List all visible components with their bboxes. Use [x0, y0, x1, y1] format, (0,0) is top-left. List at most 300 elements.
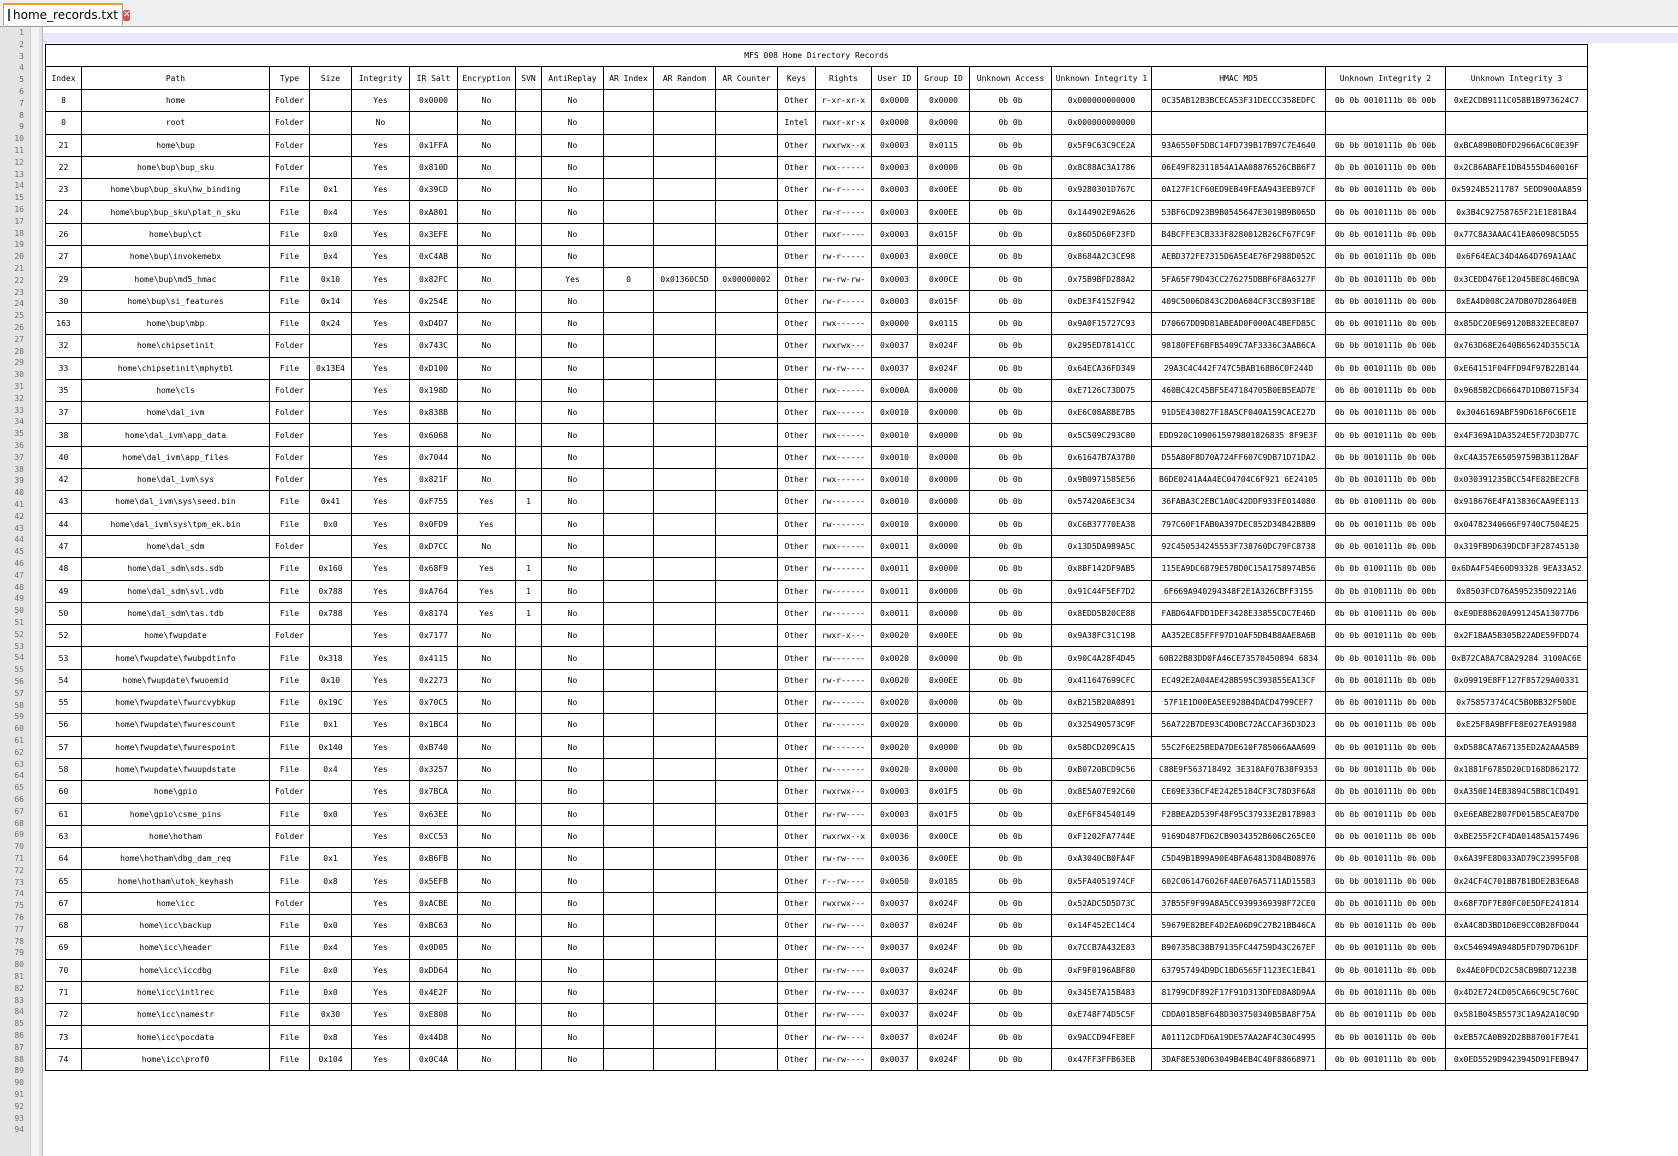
table-row — [46, 959, 1588, 981]
column-header: Unknown Integrity 3 — [1446, 67, 1588, 90]
line-number-gutter — [0, 27, 43, 1156]
table-cell: File — [270, 312, 310, 334]
table-cell: 0x44D8 — [410, 1026, 458, 1048]
table-cell: 0b 0b — [970, 491, 1052, 513]
table-cell — [516, 758, 542, 780]
table-cell: 0x39CD — [410, 179, 458, 201]
table-cell — [516, 246, 542, 268]
table-cell: 0x0010 — [872, 402, 918, 424]
table-row — [46, 134, 1588, 156]
table-cell: 0x024F — [918, 1004, 970, 1026]
line-number: 6 — [19, 87, 24, 96]
table-cell: 0x24 — [310, 312, 352, 334]
table-cell: Yes — [352, 357, 410, 379]
table-row — [46, 914, 1588, 936]
table-cell: File — [270, 558, 310, 580]
table-cell — [410, 112, 458, 134]
table-cell: No — [542, 357, 604, 379]
table-cell: 0b 0b — [970, 513, 1052, 535]
line-number: 85 — [14, 1019, 24, 1029]
table-cell: Yes — [352, 981, 410, 1003]
table-cell: No — [542, 803, 604, 825]
table-cell: 0b 0b 0010111b 0b 00b — [1326, 312, 1446, 334]
table-cell: Other — [778, 781, 816, 803]
table-cell: 0x0000 — [918, 402, 970, 424]
table-cell: No — [458, 134, 516, 156]
table-cell: 27 — [46, 246, 82, 268]
table-cell: Other — [778, 669, 816, 691]
table-cell: 92C450534245553F738760DC79FC8738 — [1152, 535, 1326, 557]
table-cell: No — [458, 379, 516, 401]
table-cell — [654, 669, 716, 691]
line-number: 77 — [14, 924, 24, 934]
table-cell: 0x0000 — [872, 112, 918, 134]
table-cell: 0x9685B2CD66647D1DB0715F34 — [1446, 379, 1588, 401]
table-cell: rw------- — [816, 714, 872, 736]
table-cell: 0x0003 — [872, 268, 918, 290]
table-cell: 0x788 — [310, 580, 352, 602]
table-cell: 0x1 — [310, 714, 352, 736]
table-cell: 0x198D — [410, 379, 458, 401]
table-cell: home\bup\invokemebx — [82, 246, 270, 268]
table-cell — [516, 312, 542, 334]
table-cell: Yes — [352, 312, 410, 334]
line-number: 20 — [14, 252, 24, 262]
table-cell: Other — [778, 758, 816, 780]
table-cell — [516, 981, 542, 1003]
table-cell — [716, 647, 778, 669]
table-cell: File — [270, 513, 310, 535]
table-cell — [716, 602, 778, 624]
table-cell: 0x9A38FC31C198 — [1052, 625, 1152, 647]
table-cell — [516, 870, 542, 892]
table-cell: Other — [778, 424, 816, 446]
table-cell: rwxr----- — [816, 223, 872, 245]
table-cell: 0x0010 — [872, 469, 918, 491]
table-cell: 54 — [46, 669, 82, 691]
table-cell: No — [458, 1004, 516, 1026]
table-cell: 0x743C — [410, 335, 458, 357]
table-cell: 0xD588CA7A67135ED2A2AAA5B9 — [1446, 736, 1588, 758]
table-cell: 0x19C — [310, 692, 352, 714]
table-cell: 0b 0b 0010111b 0b 00b — [1326, 870, 1446, 892]
table-cell: 0b 0b 0010111b 0b 00b — [1326, 335, 1446, 357]
column-header: User ID — [872, 67, 918, 90]
table-cell: home\fwupdate\fwurescount — [82, 714, 270, 736]
table-cell: 0x13E4 — [310, 357, 352, 379]
column-header: Encryption — [458, 67, 516, 90]
table-cell: 0x4 — [310, 201, 352, 223]
table-cell — [654, 1026, 716, 1048]
table-cell: 0xCC53 — [410, 825, 458, 847]
table-cell: No — [542, 937, 604, 959]
table-cell — [604, 803, 654, 825]
table-cell — [654, 90, 716, 112]
table-cell: 58 — [46, 758, 82, 780]
table-cell — [1152, 112, 1326, 134]
table-cell: 32 — [46, 335, 82, 357]
table-cell: 29 — [46, 268, 82, 290]
table-cell: File — [270, 1004, 310, 1026]
column-header: Unknown Integrity 2 — [1326, 67, 1446, 90]
table-cell: 0x14F452EC14C4 — [1052, 914, 1152, 936]
table-cell — [516, 625, 542, 647]
text-file-icon — [8, 9, 10, 21]
table-cell: 0x015F — [918, 223, 970, 245]
line-number: 50 — [14, 606, 24, 616]
table-cell: 0b 0b 0010111b 0b 00b — [1326, 959, 1446, 981]
records-table — [45, 44, 1588, 1071]
table-cell: Other — [778, 469, 816, 491]
table-cell: No — [542, 134, 604, 156]
line-number: 4 — [19, 63, 24, 73]
table-cell — [604, 981, 654, 1003]
table-cell: rwx------ — [816, 446, 872, 468]
editor-area[interactable] — [43, 27, 1678, 1156]
table-cell: 65 — [46, 870, 82, 892]
table-cell: 0b 0b 0010111b 0b 00b — [1326, 424, 1446, 446]
table-cell: 0xC546949A948D5FD79D7D61DF — [1446, 937, 1588, 959]
table-cell — [516, 424, 542, 446]
table-cell: Other — [778, 803, 816, 825]
table-cell — [604, 223, 654, 245]
table-cell: 0b 0b — [970, 558, 1052, 580]
table-cell — [716, 90, 778, 112]
table-cell: 0b 0b — [970, 312, 1052, 334]
table-cell: 0b 0b — [970, 223, 1052, 245]
table-cell: Yes — [352, 491, 410, 513]
table-cell: 0b 0b 0010111b 0b 00b — [1326, 714, 1446, 736]
file-tab[interactable] — [3, 3, 131, 25]
table-cell: 0x4 — [310, 246, 352, 268]
table-cell: rw------- — [816, 491, 872, 513]
table-cell: 0x0000 — [918, 736, 970, 758]
table-cell: rw-rw---- — [816, 357, 872, 379]
table-row — [46, 892, 1588, 914]
table-cell — [716, 981, 778, 1003]
table-cell — [604, 892, 654, 914]
table-cell: Yes — [458, 513, 516, 535]
table-cell: 64 — [46, 848, 82, 870]
table-cell: 0x0011 — [872, 580, 918, 602]
table-cell: 0x0010 — [872, 424, 918, 446]
table-cell: No — [542, 469, 604, 491]
table-cell: 0x0003 — [872, 246, 918, 268]
table-cell: 0b 0b — [970, 959, 1052, 981]
table-row — [46, 513, 1588, 535]
table-cell: 0x7044 — [410, 446, 458, 468]
table-cell — [716, 892, 778, 914]
table-cell: File — [270, 246, 310, 268]
table-cell — [716, 1004, 778, 1026]
table-cell: Other — [778, 736, 816, 758]
table-cell: 74 — [46, 1048, 82, 1070]
table-cell: 0x0011 — [872, 535, 918, 557]
table-cell: 0x4115 — [410, 647, 458, 669]
table-cell: 55C2F6E25BEDA7DE610F785066AAA609 — [1152, 736, 1326, 758]
table-cell: 0b 0b 0010111b 0b 00b — [1326, 758, 1446, 780]
table-cell: 0x01360C5D — [654, 268, 716, 290]
table-cell: No — [542, 156, 604, 178]
table-cell: Yes — [352, 246, 410, 268]
table-cell — [310, 134, 352, 156]
table-row — [46, 981, 1588, 1003]
table-cell — [654, 179, 716, 201]
table-cell: 0b 0b — [970, 268, 1052, 290]
table-row — [46, 647, 1588, 669]
table-cell: 69 — [46, 937, 82, 959]
table-cell — [654, 513, 716, 535]
table-cell: 0b 0b — [970, 803, 1052, 825]
table-cell: home\dal_ivm\app_data — [82, 424, 270, 446]
table-cell: No — [458, 959, 516, 981]
table-cell: 0x0000 — [918, 156, 970, 178]
table-cell — [516, 535, 542, 557]
table-row — [46, 1026, 1588, 1048]
table-cell — [604, 758, 654, 780]
table-cell: 0x0020 — [872, 669, 918, 691]
table-cell: home\icc\prof0 — [82, 1048, 270, 1070]
table-cell — [604, 535, 654, 557]
table-cell: Yes — [458, 558, 516, 580]
table-cell — [654, 312, 716, 334]
line-number: 32 — [14, 393, 24, 403]
table-cell: home\dal_ivm\sys\tpm_ek.bin — [82, 513, 270, 535]
table-cell: 0xC6B37770EA38 — [1052, 513, 1152, 535]
table-cell — [716, 402, 778, 424]
table-cell — [716, 781, 778, 803]
table-cell: 0xD4D7 — [410, 312, 458, 334]
table-cell — [716, 446, 778, 468]
table-cell: 0x000000000000 — [1052, 90, 1152, 112]
table-cell: 0b 0b — [970, 1026, 1052, 1048]
table-cell: rwxrwx--- — [816, 781, 872, 803]
table-cell — [654, 647, 716, 669]
table-cell: 0x2C86ABAFE1DB4555D460016F — [1446, 156, 1588, 178]
table-cell: No — [458, 246, 516, 268]
line-number: 58 — [14, 700, 24, 710]
table-cell: 67 — [46, 892, 82, 914]
table-cell: B6DE0241A4A4EC04704C6F921 6E24105 — [1152, 469, 1326, 491]
table-cell: No — [458, 647, 516, 669]
table-cell — [310, 625, 352, 647]
table-cell — [654, 1048, 716, 1070]
table-cell: 0xE748F74D5C5F — [1052, 1004, 1152, 1026]
table-cell — [516, 513, 542, 535]
table-cell: 0x85DC20E969120B832EEC8E07 — [1446, 312, 1588, 334]
table-cell: 0xEB57CA0B92D28B87001F7E41 — [1446, 1026, 1588, 1048]
table-row — [46, 469, 1588, 491]
table-cell: No — [542, 825, 604, 847]
table-cell: Other — [778, 246, 816, 268]
table-cell — [654, 692, 716, 714]
table-cell: 0b 0b 0010111b 0b 00b — [1326, 357, 1446, 379]
table-cell — [654, 379, 716, 401]
table-cell: 72 — [46, 1004, 82, 1026]
table-cell: No — [542, 580, 604, 602]
table-cell: rw------- — [816, 736, 872, 758]
table-row — [46, 446, 1588, 468]
table-cell: 0A127F1CF60ED9EB49FEAA943EEB97CF — [1152, 179, 1326, 201]
table-cell: 0b 0b — [970, 870, 1052, 892]
table-cell: File — [270, 736, 310, 758]
table-cell: 5FA65F79D43CC276275DBBF6F8A6327F — [1152, 268, 1326, 290]
table-cell: 0b 0b 0010111b 0b 00b — [1326, 781, 1446, 803]
table-cell: 0x030391235BCC54FE82BE2CF8 — [1446, 469, 1588, 491]
table-cell: root — [82, 112, 270, 134]
table-cell: 0b 0b 0010111b 0b 00b — [1326, 201, 1446, 223]
table-cell: 0x0000 — [918, 90, 970, 112]
table-cell: 0x10 — [310, 268, 352, 290]
table-cell: home\gpio\csme_pins — [82, 803, 270, 825]
table-cell — [716, 379, 778, 401]
table-cell: Yes — [352, 268, 410, 290]
table-cell: Yes — [352, 558, 410, 580]
table-cell: 0b 0b 0010111b 0b 00b — [1326, 736, 1446, 758]
table-row — [46, 758, 1588, 780]
table-cell: Yes — [352, 602, 410, 624]
table-cell: 91D5E430827F18A5CF040A159CACE27D — [1152, 402, 1326, 424]
table-cell: Yes — [352, 379, 410, 401]
table-cell: 0x91C44F5EF7D2 — [1052, 580, 1152, 602]
table-cell: 409C5006D843C2D0A604CF3CCB93F1BE — [1152, 290, 1326, 312]
table-cell: 0x0000 — [918, 112, 970, 134]
table-cell: 0x0000 — [918, 469, 970, 491]
table-cell: Other — [778, 580, 816, 602]
table-cell: Other — [778, 714, 816, 736]
table-cell — [654, 201, 716, 223]
table-cell: Yes — [352, 647, 410, 669]
table-title-row — [46, 45, 1588, 67]
table-cell: File — [270, 669, 310, 691]
table-cell — [604, 1026, 654, 1048]
table-cell: 0b 0b — [970, 625, 1052, 647]
table-cell: Yes — [352, 424, 410, 446]
table-cell — [654, 558, 716, 580]
table-cell: No — [458, 825, 516, 847]
line-number: 70 — [14, 842, 24, 852]
table-cell: 0x3CEDD476E12045BE8C46BC9A — [1446, 268, 1588, 290]
table-cell — [604, 848, 654, 870]
table-cell: Yes — [458, 602, 516, 624]
table-cell: 0x8503FCD76A595235D9221A6 — [1446, 580, 1588, 602]
table-cell — [516, 892, 542, 914]
table-cell: 0b 0b — [970, 758, 1052, 780]
table-cell: 0x295ED78141CC — [1052, 335, 1152, 357]
table-cell: No — [458, 312, 516, 334]
table-cell: home\bup\ct — [82, 223, 270, 245]
table-cell: 0b 0b — [970, 914, 1052, 936]
close-icon[interactable]: ✕ — [122, 9, 131, 20]
table-cell — [604, 580, 654, 602]
table-cell: rw-rw---- — [816, 914, 872, 936]
table-row — [46, 357, 1588, 379]
table-cell — [654, 491, 716, 513]
table-cell: 0x0003 — [872, 179, 918, 201]
table-cell: home\bup\mbp — [82, 312, 270, 334]
table-cell: rwx------ — [816, 379, 872, 401]
column-header: AR Index — [604, 67, 654, 90]
table-cell: 49 — [46, 580, 82, 602]
table-cell: 0x00CE — [918, 246, 970, 268]
table-cell: No — [542, 959, 604, 981]
table-cell: Other — [778, 535, 816, 557]
table-cell: Other — [778, 959, 816, 981]
table-cell: 0b 0b — [970, 402, 1052, 424]
table-cell: 0x319FB9D639DCDF3F28745130 — [1446, 535, 1588, 557]
table-cell: 0x5FA4051974CF — [1052, 870, 1152, 892]
table-cell: 0x0 — [310, 223, 352, 245]
table-cell: File — [270, 848, 310, 870]
table-cell — [654, 580, 716, 602]
table-cell: r--rw---- — [816, 870, 872, 892]
table-cell: No — [542, 223, 604, 245]
line-number: 9 — [19, 122, 24, 132]
table-cell: File — [270, 223, 310, 245]
table-cell: home\dal_sdm — [82, 535, 270, 557]
table-cell: Yes — [352, 736, 410, 758]
table-cell — [516, 223, 542, 245]
line-number: 30 — [14, 370, 24, 380]
table-cell: Other — [778, 914, 816, 936]
table-cell: 0xB0720BCD9C56 — [1052, 758, 1152, 780]
table-cell: 3DAF8E530D63049B4EB4C40F88668971 — [1152, 1048, 1326, 1070]
table-cell — [516, 268, 542, 290]
table-cell: 0x0020 — [872, 625, 918, 647]
table-cell: 0x00CE — [918, 268, 970, 290]
table-cell: EDD920C1090615979801826835 8F9E3F — [1152, 424, 1326, 446]
line-number: 78 — [14, 936, 24, 946]
table-cell: No — [458, 870, 516, 892]
table-cell: Other — [778, 268, 816, 290]
table-cell: No — [458, 223, 516, 245]
table-cell: home\icc\pocdata — [82, 1026, 270, 1048]
table-cell: rwx------ — [816, 402, 872, 424]
table-cell: 0xD100 — [410, 357, 458, 379]
table-cell — [310, 446, 352, 468]
table-cell: home\bup\bup_sku — [82, 156, 270, 178]
table-cell: Yes — [352, 535, 410, 557]
table-cell: 0x0000 — [918, 692, 970, 714]
table-cell: File — [270, 937, 310, 959]
table-cell: 0x00EE — [918, 201, 970, 223]
table-cell: 0x8BF142DF9AB5 — [1052, 558, 1152, 580]
table-cell: Folder — [270, 469, 310, 491]
line-number: 7 — [19, 98, 24, 108]
table-cell — [516, 335, 542, 357]
table-cell: 0x0010 — [872, 491, 918, 513]
table-cell — [604, 825, 654, 847]
table-cell: 0x0000 — [918, 446, 970, 468]
table-cell: 70 — [46, 959, 82, 981]
table-cell — [604, 312, 654, 334]
table-cell: 0x838B — [410, 402, 458, 424]
table-cell: Yes — [352, 469, 410, 491]
table-cell: home\dal_ivm\sys — [82, 469, 270, 491]
table-cell — [716, 156, 778, 178]
table-row — [46, 937, 1588, 959]
table-cell — [654, 825, 716, 847]
table-cell — [516, 134, 542, 156]
table-cell: rw-rw---- — [816, 1026, 872, 1048]
table-cell — [716, 335, 778, 357]
table-cell: 0b 0b — [970, 424, 1052, 446]
table-cell: 56A722B7DE93C4D0BC72ACCAF36D3D23 — [1152, 714, 1326, 736]
table-cell: File — [270, 914, 310, 936]
table-cell: 0x9ACCD94FE8EF — [1052, 1026, 1152, 1048]
table-row — [46, 246, 1588, 268]
table-cell — [654, 914, 716, 936]
